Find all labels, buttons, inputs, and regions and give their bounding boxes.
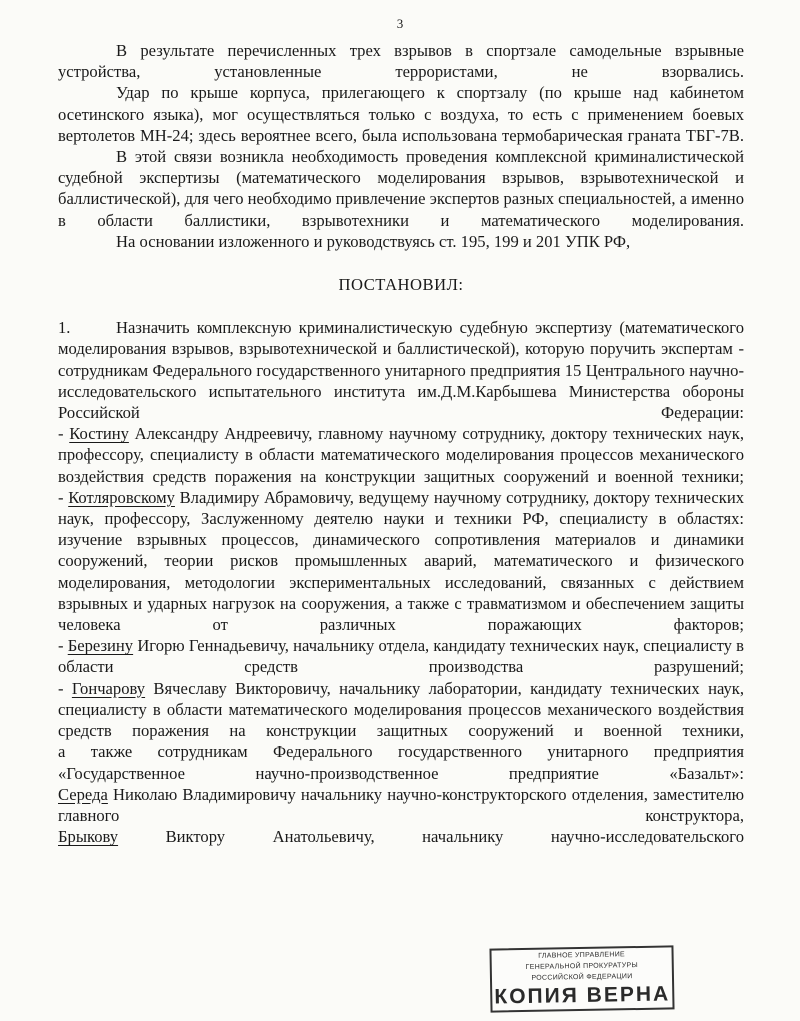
expert-entry <box>58 678 744 742</box>
document-body <box>58 40 744 847</box>
item-1 <box>58 317 744 423</box>
item-number: 1. <box>58 318 71 338</box>
expert-details: Владимиру Абрамовичу, ведущему научному сотруднику, доктору технических наук, профессору, Заслуженному деятелю науки и техники РФ, специалисту в областях: изучение взрывных процессов, динамического сопротивления материалов и динамики сооружений, теории рисков промышленных аварий, математического и физического моделирования, методологии экспериментальных исследований, связанных с действием взрывных и ударных нагрузок на сооружения, а также с травматизмом и обеспечением защиты человека от различных поражающих факторов; <box>58 487 744 635</box>
expert-surname: Гончарову <box>71 678 146 698</box>
paragraph-2: Удар по крыше корпуса, прилегающего к спортзалу (по крыше над кабинетом осетинского языка), мог осуществляться только с воздуха, то есть с применением боевых вертолетов МН-24; здесь вероятнее всего, была использована термобарическая граната ТБГ-7В. <box>58 83 744 145</box>
dash: - <box>58 636 68 656</box>
paragraph-4: На основании изложенного и руководствуясь ст. 195, 199 и 201 УПК РФ, <box>116 231 631 251</box>
dash: - <box>58 678 72 698</box>
expert-details: Александру Андреевичу, главному научному сотруднику, доктору технических наук, профессору, специалисту в области математического моделирования процессов механического воздействия средств поражения на конструкции защитных сооружений и военной техники; <box>58 424 744 486</box>
expert-entry <box>58 487 744 635</box>
basalt-expert-entry <box>58 784 744 826</box>
paragraph-3: В этой связи возникла необходимость проведения комплексной криминалистической судебной экспертизы (математического моделирования взрывов, взрывотехнической и баллистической), для чего необходимо привлечение экспертов разных специальностей, а именно в области баллистики, взрывотехники и математического моделирования. <box>58 147 744 230</box>
page-number: 3 <box>396 16 404 31</box>
item-text: Назначить комплексную криминалистическую судебную экспертизу (математического моделирования взрывов, взрывотехнической и баллистической), которую поручить экспертам - сотрудникам Федерального государственного унитарного предприятия 15 Центрального научно-исследовательского испытательного института им.Д.М.Карбышева Министерства обороны Российской Федерации: <box>58 318 744 423</box>
also-paragraph: а также сотрудникам Федерального государственного унитарного предприятия «Государственное научно-производственное предприятие «Базальт»: <box>58 742 744 783</box>
stamp-main-text: КОПИЯ ВЕРНА <box>494 982 671 1009</box>
expert-surname: Середа <box>58 784 108 804</box>
expert-entry <box>58 423 744 487</box>
dash: - <box>58 424 70 444</box>
basalt-expert-entry <box>58 826 744 847</box>
expert-details: Николаю Владимировичу начальнику научно-конструкторского отделения, заместителю главного конструктора, <box>58 784 744 825</box>
expert-surname: Березину <box>67 636 134 656</box>
expert-surname: Брыкову <box>58 827 119 847</box>
certification-stamp <box>489 945 674 1012</box>
stamp-line: РОССИЙСКОЙ ФЕДЕРАЦИИ <box>531 973 633 982</box>
expert-entry <box>58 635 744 677</box>
dash: - <box>58 487 69 507</box>
stamp-line: ГЕНЕРАЛЬНОЙ ПРОКУРАТУРЫ <box>525 962 638 971</box>
expert-surname: Котляровскому <box>68 487 175 507</box>
expert-details: Игорю Геннадьевичу, начальнику отдела, кандидату технических наук, специалисту в области средств производства разрушений; <box>58 636 744 677</box>
expert-details: Вячеславу Викторовичу, начальнику лаборатории, кандидату технических наук, специалисту в области математического моделирования процессов механического воздействия средств поражения на конструкции защитных сооружений и военной техники, <box>58 678 744 741</box>
expert-surname: Костину <box>69 424 129 444</box>
stamp-line: ГЛАВНОЕ УПРАВЛЕНИЕ <box>538 951 626 960</box>
resolution-heading: ПОСТАНОВИЛ: <box>338 275 464 295</box>
expert-details: Виктору Анатольевичу, начальнику научно-исследовательского <box>118 827 744 847</box>
paragraph-1: В результате перечисленных трех взрывов в спортзале самодельные взрывные устройства, установленные террористами, не взорвались. <box>58 41 744 82</box>
